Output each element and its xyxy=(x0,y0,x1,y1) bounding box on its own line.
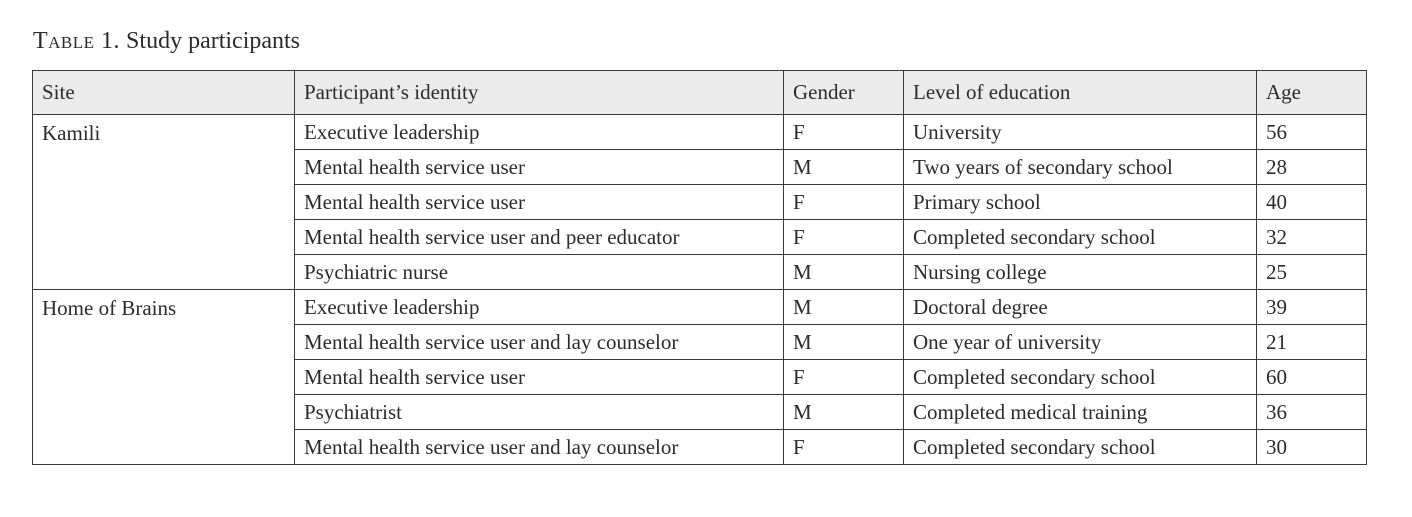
age-cell: 60 xyxy=(1257,360,1367,395)
table-caption xyxy=(33,26,300,56)
identity-cell: Psychiatrist xyxy=(295,395,784,430)
education-cell: Two years of secondary school xyxy=(904,150,1257,185)
education-cell: Doctoral degree xyxy=(904,290,1257,325)
age-cell: 32 xyxy=(1257,220,1367,255)
education-cell: Completed secondary school xyxy=(904,220,1257,255)
identity-cell: Executive leadership xyxy=(295,290,784,325)
gender-cell: M xyxy=(784,290,904,325)
education-cell: Completed secondary school xyxy=(904,360,1257,395)
identity-cell: Mental health service user xyxy=(295,150,784,185)
identity-cell: Mental health service user xyxy=(295,185,784,220)
header-row xyxy=(33,71,1367,115)
gender-cell: M xyxy=(784,255,904,290)
table-label: Table 1. xyxy=(33,28,121,54)
gender-cell: M xyxy=(784,395,904,430)
identity-cell: Mental health service user and lay counselor xyxy=(295,325,784,360)
education-cell: One year of university xyxy=(904,325,1257,360)
age-cell: 56 xyxy=(1257,115,1367,150)
age-cell: 40 xyxy=(1257,185,1367,220)
column-header-site: Site xyxy=(33,71,295,115)
education-cell: Completed medical training xyxy=(904,395,1257,430)
gender-cell: F xyxy=(784,115,904,150)
age-cell: 36 xyxy=(1257,395,1367,430)
column-header-identity: Participant’s identity xyxy=(295,71,784,115)
age-cell: 21 xyxy=(1257,325,1367,360)
identity-cell: Mental health service user and lay counselor xyxy=(295,430,784,465)
gender-cell: M xyxy=(784,150,904,185)
gender-cell: F xyxy=(784,430,904,465)
column-header-gender: Gender xyxy=(784,71,904,115)
site-cell: Kamili xyxy=(33,115,295,290)
column-header-education: Level of education xyxy=(904,71,1257,115)
age-cell: 25 xyxy=(1257,255,1367,290)
education-cell: University xyxy=(904,115,1257,150)
age-cell: 28 xyxy=(1257,150,1367,185)
identity-cell: Psychiatric nurse xyxy=(295,255,784,290)
table-row xyxy=(33,290,1367,325)
column-header-age: Age xyxy=(1257,71,1367,115)
age-cell: 39 xyxy=(1257,290,1367,325)
gender-cell: M xyxy=(784,325,904,360)
identity-cell: Executive leadership xyxy=(295,115,784,150)
identity-cell: Mental health service user xyxy=(295,360,784,395)
table-title: Study participants xyxy=(126,28,301,54)
participants-table xyxy=(32,70,1367,465)
table-row xyxy=(33,115,1367,150)
age-cell: 30 xyxy=(1257,430,1367,465)
gender-cell: F xyxy=(784,220,904,255)
gender-cell: F xyxy=(784,360,904,395)
education-cell: Nursing college xyxy=(904,255,1257,290)
gender-cell: F xyxy=(784,185,904,220)
education-cell: Completed secondary school xyxy=(904,430,1257,465)
education-cell: Primary school xyxy=(904,185,1257,220)
site-cell: Home of Brains xyxy=(33,290,295,465)
identity-cell: Mental health service user and peer educator xyxy=(295,220,784,255)
